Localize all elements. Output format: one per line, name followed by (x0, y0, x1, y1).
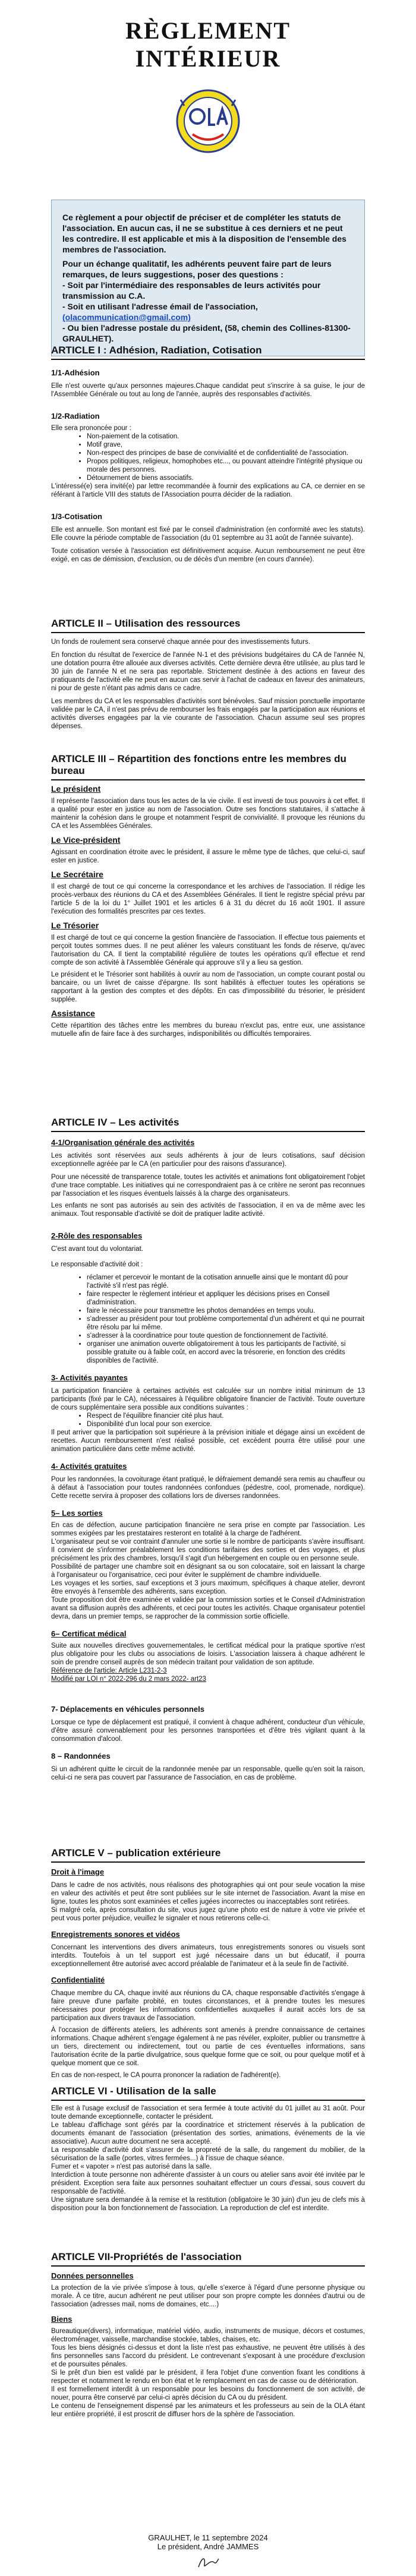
article-4-6-reference-2: Modifié par LOI n° 2022-296 du 2 mars 2022- art23 (51, 1676, 206, 1683)
list-item: • Propos politiques, religieux, homophobes etc..., ou pouvant atteindre l'intégrité physique ou morale des personnes. (87, 457, 365, 474)
article-1-2-text-2: L'intéressé(e) sera invité(e) par lettre recommandée à fournir des explications au CA, ce dernier en se référant à l'article VIII des statuts de l'Association pourra décider de la radiation. (51, 483, 365, 498)
article-3-heading: ARTICLE III – Répartition des fonctions entre les membres du bureau (51, 753, 346, 776)
article-4-7-heading: 7- Déplacements en véhicules personnels (51, 1705, 204, 1714)
list-item: • organiser une animation ouverte obligatoirement à tous les participants de l'activité, si possible gratuite ou à faible coût, en accord avec la trésorerie, en fonction des crédits disponibles de l'activité. (87, 1340, 365, 1365)
article-4-6-heading: 6– Certificat médical (51, 1629, 127, 1638)
article-6-text-6: Une signature sera demandée à la remise et la restitution (obligatoire le 30 juin) d'un jeu de clefs mis à disposition pour la bon fonctionnement de l'association. La reproduction de clef est interdite. (51, 2196, 365, 2212)
article-4-6-reference: Référence de l'article: Article L231-2-3 (51, 1667, 167, 1674)
divider (51, 2100, 365, 2101)
article-4-4-heading: 4- Activités gratuites (51, 1462, 127, 1471)
biens-text-3: Si le prêt d'un bien est validé par le président, il fera l'objet d'une convention fixant les conditions à respecter et notamment le rendu en bon état et le remplacement en cas de casse ou de détérioration. (51, 2369, 365, 2385)
divider (51, 779, 365, 780)
logo-wrap (51, 88, 365, 158)
article-2 (51, 618, 365, 731)
article-1-3-text-1: Elle est annuelle. Son montant est fixé par le conseil d'administration (en conformité avec les statuts). Elle couvre la période comptable de l'association (du 01 septembre au 31 août de l'année suivante). (51, 526, 365, 542)
article-4-3-text-2: Il peut arriver que la participation soit supérieure à la prévision initiale et dégage ainsi un excédent de recettes. Aucun remboursement n'est réalisé possible, cet excédent pourra être utilisé pour une animation particulière dans cette même activité. (51, 1429, 365, 1453)
secretary-text: Il est chargé de tout ce qui concerne la correspondance et les archives de l'association. Il rédige les procès-verbaux des réunions du CA et des Assemblées Générales. Il tient le registre spécial prévu par l'article 5 de la loi du 1° Juillet 1901 et les articles 6 à 31 du décret du 16 août 1901. Il assure l'exécution des formalités prescrites par ces textes. (51, 883, 365, 915)
biens-text-5: Le contenu de l'enseignement dispensé par les animateurs et les professeurs au sein de la OLA étant leur entière propriété, il est proscrit de diffuser hors de la sphère de l'association. (51, 2403, 365, 2418)
article-1-1-text: Elle n'est ouverte qu'aux personnes majeures.Chaque candidat peut s'inscrire à sa guise, le jour de l'Assemblée Générale ou tout au long de l'année, auprès des responsables d'activités. (51, 383, 365, 398)
image-rights-text-1: Dans le cadre de nos activités, nous réalisons des photographies qui ont pour seule vocation la mise en valeur des activités et peut être sont publiées sur le site internet de l'association. Avant la mise en ligne, toutes les photos sont examinées et celles jugées incorrectes ou inacceptables sont retirées. (51, 1882, 365, 1905)
article-4-1-text-3: Les enfants ne sont pas autorisés au sein des activités de l'association, il en va de même avec les animaux. Tout responsable d'activité se doit de pratiquer ladite activité. (51, 1202, 365, 1218)
president-heading: Le président (51, 784, 101, 794)
article-4-8-text: Si un adhérent quitte le circuit de la randonnée menée par un responsable, quelle qu'en soit la raison, celui-ci ne sera pas couvert par l'assurance de l'association, en cas de problème. (51, 1766, 365, 1781)
list-item: • s'adresser au président pour tout problème comportemental d'un adhérent et qui ne pourrait être résolu par lui même. (87, 1315, 365, 1332)
article-4 (51, 1117, 365, 1782)
article-1 (51, 344, 365, 564)
divider (51, 1861, 365, 1863)
article-4-1-text-2: Pour une nécessité de transparence totale, toutes les activités et animations font obligatoirement l'objet d'une trace comptable. Les initiatives qui ne correspondraient pas à ce critère ne seront pas reconnues par l'association et les risques éventuels laissés à la charge des organisateurs. (51, 1174, 365, 1197)
president-text: Il représente l'association dans tous les actes de la vie civile. Il est investi de tous pouvoirs à cet effet. Il a qualité pour ester en justice au nom de l'association. Outre ses fonctions statutaires, il s'attache à maintenir la cohésion dans le groupe et notamment l'esprit de convivialité. Il provoque les réunions du CA et les Assemblées Générales. (51, 798, 365, 830)
article-2-heading: ARTICLE II – Utilisation des ressources (51, 618, 241, 629)
list-item: • Détournement de biens associatifs. (87, 474, 365, 482)
list-item: • s'adresser à la coordinatrice pour toute question de fonctionnement de l'activité. (87, 1332, 365, 1340)
article-1-3-text-2: Toute cotisation versée à l'association est définitivement acquise. Aucun remboursement ne peut être exigé, en cas de démission, d'exclusion, ou de décès d'un membre (en cours d'année). (51, 548, 365, 563)
article-1-heading: ARTICLE I : Adhésion, Radiation, Cotisation (51, 344, 262, 356)
vice-president-text: Agissant en coordination étroite avec le président, il assure le même type de tâches, que celui-ci, sauf ester en justice. (51, 849, 365, 864)
article-4-7-text: Lorsque ce type de déplacement est pratiqué, il convient à chaque adhérent, conducteur d'un véhicule, d'être assuré convenablement pour les personnes transportées et d'être très vigilant quant à la consommation d'alcool. (51, 1719, 365, 1743)
biens-text-2: Tous les biens désignés ci-dessus et dont la liste n'est pas exhaustive, ne peuvent être utilisés à des fins personnelles sans l'accord du président. Le contrevenant s'exposant à une procédure d'exclusion et de poursuites pénales. (51, 2344, 365, 2368)
treasurer-text-2: Le président et le Trésorier sont habilités à ouvrir au nom de l'association, un compte courant postal ou bancaire, ou un livret de caisse d'épargne. Ils sont habilités à effectuer toutes les opérations se rapportant à la gestion des comptes et des dépôts. En cas d'impossibilité du trésorier, le président supplée. (51, 971, 365, 1003)
intro-line-2 (62, 301, 354, 323)
article-1-2-text: Elle sera prononcée pour : (51, 425, 131, 432)
article-4-5-text-2: L'organisateur peut se voir contraint d'annuler une sortie si le nombre de participants s'avère insuffisant. (51, 1538, 365, 1545)
document-title: RÈGLEMENT INTÉRIEUR (125, 17, 291, 72)
article-4-4-text: Pour les randonnées, la covoiturage étant pratiqué, le défraiement demandé sera remis au chauffeur ou à défaut à l'association pour toutes randonnées confondues (pédestre, cool, promenade, nordique). Cette recette servira à proposer des collations lors de diverses randonnées. (51, 1476, 365, 1500)
secretary-heading: Le Secrétaire (51, 870, 103, 879)
image-rights-text-2: Si malgré cela, après consultation du site, vous jugez qu'une photo est de nature à votre vie privée et peut vous porter préjudice, veuillez le signaler et nous retirerons celle-ci. (51, 1907, 365, 1922)
article-2-text-1: Un fonds de roulement sera conservé chaque année pour des investissements futurs. (51, 639, 310, 646)
email-link[interactable]: (olacommunication@gmail.com) (62, 312, 191, 322)
list-item: • Motif grave, (87, 441, 365, 449)
article-4-5-heading: 5– Les sorties (51, 1509, 103, 1518)
article-5-heading: ARTICLE V – publication extérieure (51, 1847, 221, 1858)
responsables-list (51, 1273, 365, 1365)
intro-paragraph-1: Ce règlement a pour objectif de préciser et de compléter les statuts de l'association. En aucun cas, il ne se substitue à ces derniers et ne peut les contredire. Il est applicable et mis à la disposition de l'ensemble des membres de l'association. (62, 213, 346, 254)
article-4-8-heading: 8 – Randonnées (51, 1752, 111, 1760)
article-4-heading: ARTICLE IV – Les activités (51, 1117, 179, 1128)
article-4-2-text-1: C'est avant tout du volontariat. (51, 1246, 143, 1253)
article-4-3-heading: 3- Activités payantes (51, 1373, 128, 1382)
biens-text-4: Il est formellement interdit à un responsable pour les besoins du fonctionnement de son activité, de nouer, pourra être conservé par celui-ci après décision du CA ou du président. (51, 2386, 365, 2401)
assistance-text: Cette répartition des tâches entre les membres du bureau n'exclut pas, entre eux, une assistance mutuelle afin de faire face à des surcharges, indisponibilités ou difficultés temporaires. (51, 1022, 365, 1038)
signatory: Le président, André JAMMES (157, 2542, 259, 2551)
signature-icon (196, 2554, 220, 2572)
list-item: • Disponibilité d'un local pour son exercice. (87, 1420, 365, 1428)
list-item: • Respect de l'équilibre financier cité plus haut. (87, 1412, 365, 1420)
personal-data-text: La protection de la vie privée s'impose à tous, qu'elle s'exerce à l'égard d'une personne physique ou morale. À ce titre, aucun adhérent ne peut utiliser pour son propre compte les données d'autrui ou de l'association (adresses mail, noms de domaines, etc....) (51, 2284, 365, 2308)
confidentiality-text-1: Chaque membre du CA, chaque invité aux réunions du CA, chaque responsable d'activités s'engage à faire preuve d'une parfaite probité, en toutes circonstances, et à prendre toutes les mesures nécessaires pour protéger les informations confidentielles auxquelles il aurait accès lors de sa participation aux divers travaux de l'association. (51, 1990, 365, 2022)
divider (51, 359, 365, 360)
biens-heading: Biens (51, 2315, 73, 2324)
article-4-6-text: Suite aux nouvelles directives gouvernementales, le certificat médical pour la pratique sportive n'est plus obligatoire pour les clubs ou associations de loisirs. L'association laissera à chaque adhérent le soin de prendre conseil auprès de son médecin traitant pour validation de son aptitude. (51, 1642, 365, 1666)
intro-line-1: - Soit par l'intermédiaire des responsables de leurs activités pour transmission au C.A. (62, 280, 321, 301)
divider (51, 1131, 365, 1132)
footer (0, 2533, 416, 2551)
intro-box (51, 200, 365, 356)
article-4-5-text-5: Les voyages et les sorties, sauf exceptions et 3 jours maximum, spécifiques à chaque atelier, devront être envoyés à l'ensemble des adhérents, sans exception. (51, 1580, 365, 1595)
article-4-1-heading: 4-1/Organisation générale des activités (51, 1138, 195, 1147)
confidentiality-heading: Confidentialité (51, 1976, 105, 1984)
article-4-5-text-4: Possibilité de partager une chambre soit en désignant sa ou son colocataire, soit en laissant la charge à l'organisateur ou l'organisatrice, ceci pour éviter le supplément de chambre individuelle. (51, 1563, 365, 1579)
article-4-5-text-6: Toute proposition doit être examinée et validée par la commission sorties et le Conseil d'Administration avant sa diffusion auprès des adhérents, et ceci pour toutes les activités. Chaque organisateur potentiel devra, dans un premier temps, se rapprocher de la commission sortie officielle. (51, 1597, 365, 1620)
list-item: • réclamer et percevoir le montant de la cotisation annuelle ainsi que le montant dû pour l'activité s'il n'est pas réglé. (87, 1273, 365, 1290)
article-6-text-4: Fumer et « vapoter » n'est pas autorisé dans la salle. (51, 2163, 212, 2170)
club-logo-icon (175, 88, 241, 158)
activites-payantes-list (51, 1412, 365, 1428)
radiation-list (51, 432, 365, 482)
article-7-heading: ARTICLE VII-Propriétés de l'association (51, 2251, 242, 2262)
article-1-3-heading: 1/3-Cotisation (51, 512, 102, 521)
treasurer-heading: Le Trésorier (51, 921, 99, 930)
treasurer-text-1: Il est chargé de tout ce qui concerne la gestion financière de l'association. Il effectue tous paiements et perçoit toutes sommes dues. Il ne peut aliéner les valeurs constituant les fonds de réserve, qu'avec l'autorisation du CA. Il tient la comptabilité régulière de toutes les opérations qu'il effectue et rend compte de son activité à l'Assemblée Générale qui approuve s'il y a lieu sa gestion. (51, 934, 365, 966)
article-2-text-2: En fonction du résultat de l'exercice de l'année N-1 et des prévisions budgétaires du CA de l'année N, une dotation pourra être allouée aux diverses activités. Cette dernière devra être utilisée, au plus tard le 30 juin de l'année N et ne sera pas reportable. Strictement destinée à des actions en faveur des pratiquants de l'activité elle ne peut en aucun cas servir à l'achat de cadeaux en faveur des animateurs, ni pour de geste n'étant pas admis dans ce cadre. (51, 652, 365, 692)
assistance-heading: Assistance (51, 1009, 95, 1018)
biens-text-1: Bureautique(divers), informatique, matériel vidéo, audio, instruments de musique, décors et costumes, électroménager, vaisselle, marchandise stockée, tables, chaises, etc. (51, 2328, 365, 2343)
article-6-text-1: Elle est à l'usage exclusif de l'association et sera fermée à toute activité du 01 juillet au 31 août. Pour toute demande exceptionnelle, contacter le président. (51, 2105, 365, 2120)
intro-line-2-text: - Soit en utilisant l'adresse émail de l'association, (62, 302, 258, 311)
article-4-2-heading: 2-Rôle des responsables (51, 1231, 143, 1240)
article-6-text-2: Le tableau d'affichage sont gérés par la coordinatrice et strictement réservés à la publication de documents émanant de l'association (présentation des sorties, animations, événements de la vie associative). Aucun autre document ne sera accepté. (51, 2122, 365, 2145)
recordings-heading: Enregistrements sonores et vidéos (51, 1930, 180, 1939)
article-3 (51, 753, 365, 1038)
confidentiality-text-2: À l'occasion de différents ateliers, les adhérents sont amenés à prendre connaissance de certaines informations. Chaque adhérent s'engage également à ne pas révéler, exploiter, publier ou transmettre à un tiers, directement ou indirectement, tout ou partie de ces éventuelles informations, sans l'autorisation écrite de la partie divulgatrice, sous quelque forme que ce soit, ou pour quelque motif et à quelque moment que ce soit. (51, 2027, 365, 2067)
place-date: GRAULHET, le 11 septembre 2024 (148, 2533, 268, 2542)
article-4-5-text-3: Il convient de s'informer préalablement les conditions tarifaires des sorties et des voyages, et plus précisément les prix des chambres, lorsqu'il s'agit d'un hébergement en couple ou en personne seule. (51, 1547, 365, 1562)
article-5 (51, 1847, 365, 2212)
divider (51, 632, 365, 633)
article-4-1-text-1: Les activités sont réservées aux seuls adhérents à jour de leurs cotisations, sauf décision exceptionnelle agréée par le CA (en particulier pour des raisons d'assurance). (51, 1152, 365, 1168)
list-item: • faire respecter le règlement intérieur et appliquer les décisions prises en Conseil d'administration. (87, 1290, 365, 1307)
article-6-text-3: La responsable d'activité doit s'assurer de la propreté de la salle, du rangement du mobilier, de la sécurisation de la salle (portes, vitres fermées...) à l'issue de chaque séance. (51, 2147, 365, 2162)
image-rights-heading: Droit à l'image (51, 1867, 105, 1876)
article-4-2-text-2: Le responsable d'activité doit : (51, 1261, 143, 1268)
article-2-text-3: Les membres du CA et les responsables d'activités sont bénévoles. Sauf mission ponctuelle importante validée par le CA, il n'est pas prévu de rembourser les frais engagés par la participation aux réunions et activités diverses engagées par la vie courante de l'association. Chacun assume seul ses propres dépenses. (51, 698, 365, 730)
article-1-2-heading: 1/2-Radiation (51, 412, 100, 421)
divider (51, 2265, 365, 2267)
list-item: • faire le nécessaire pour transmettre les photos demandées en temps voulu. (87, 1307, 365, 1315)
confidentiality-text-3: En cas de non-respect, le CA pourra prononcer la radiation de l'adhérent(e). (51, 2072, 281, 2079)
list-item: • Non-paiement de la cotisation. (87, 432, 365, 441)
personal-data-heading: Données personnelles (51, 2271, 134, 2280)
article-6-text-5: Interdiction à toute personne non adhérente d'assister à un cours ou atelier sans avoir été invitée par le président. Exception sera faite aux personnes souhaitant effectuer un cours d'essai, sous couvert du responsable de l'activité. (51, 2172, 365, 2195)
article-6-heading: ARTICLE VI - Utilisation de la salle (51, 2085, 216, 2097)
article-1-1-heading: 1/1-Adhésion (51, 368, 100, 377)
intro-line-3: - Ou bien l'adresse postale du président, (58, chemin des Collines-81300-GRAULHET). (62, 323, 351, 343)
intro-paragraph-2: Pour un échange qualitatif, les adhérents peuvent faire part de leurs remarques, de leurs suggestions, poser des questions : (62, 259, 332, 279)
list-item: • Non-respect des principes de base de convivialité et de confidentialité de l'association. (87, 449, 365, 457)
article-7 (51, 2251, 365, 2419)
recordings-text: Concernant les interventions des divers animateurs, tous enregistrements sonores ou visuels sont interdits. Toutefois à un tel support est jugé nécessaire dans un but éducatif, il pourra exceptionnellement être autorisé avec accord préalable de l'animateur et à la seule fin de l'activité. (51, 1944, 365, 1968)
vice-president-heading: Le Vice-président (51, 835, 121, 845)
article-4-5-text-1: En cas de défection, aucune participation financière ne sera prise en compte par l'association. Les sommes exigées par les prestataires resteront en totalité à la charge de l'adhérent. (51, 1522, 365, 1537)
article-4-3-text: La participation financière à certaines activités est calculée sur un nombre initial minimum de 13 participants (fixé par le CA), nécessaires à l'équilibre obligatoire financier de l'activité. Toute ouverture de cours supplémentaire sera possible aux conditions suivantes : (51, 1387, 365, 1411)
